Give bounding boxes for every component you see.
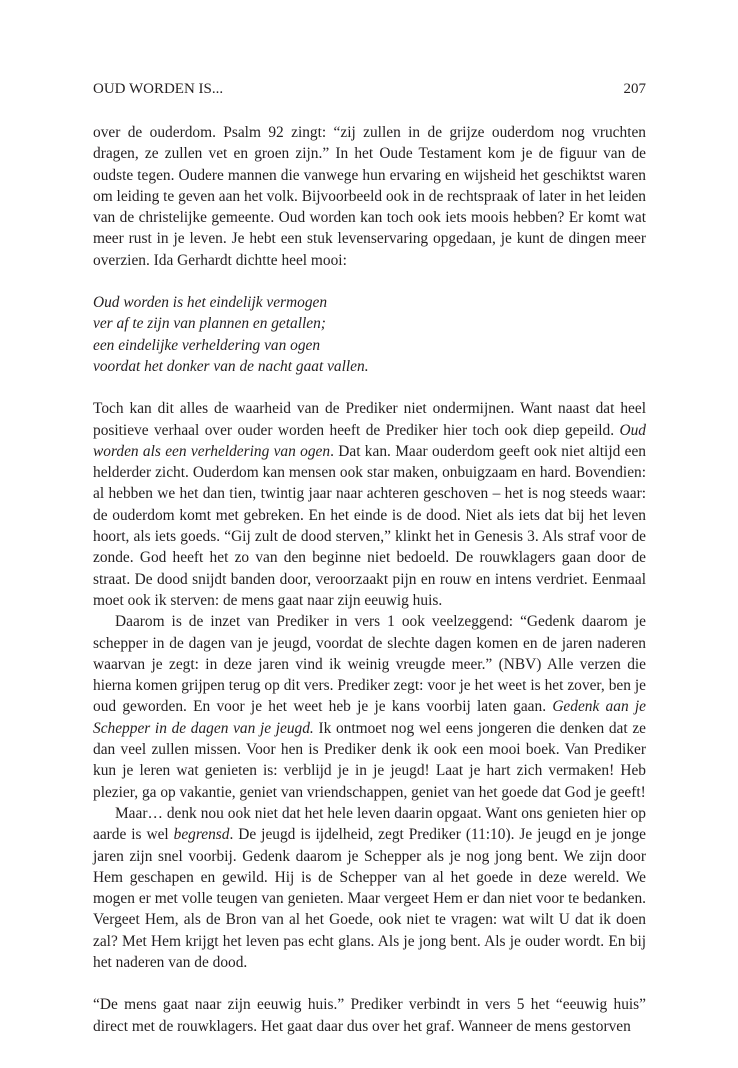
paragraph-2: [93, 398, 646, 611]
poem-line-2: ver af te zijn van plannen en getallen;: [93, 315, 326, 333]
paragraph-3-emphasis: Gedenk aan je Schepper in de dagen van je jeugd.: [93, 698, 647, 737]
poem-line-4: voordat het donker van de nacht gaat vallen.: [93, 357, 369, 375]
paragraph-4-part-b: . De jeugd is ijdelheid, zegt Prediker (11:10). Je jeugd en je jonge jaren zijn snel voorbij. Gedenk daarom je Schepper als je nog jong bent. We zijn door Hem geschapen en gewild. Hij is de Schepper van al het goede in deze wereld. We mogen er met volle teugen van genieten. Maar vergeet Hem er dan niet voor te bedanken. Vergeet Hem, als de Bron van al het Goede, ook niet te vragen: wat wilt U dat ik doen zal? Met Hem krijgt het leven pas echt glans. Als je jong bent. Als je ouder wordt. En bij het naderen van de dood.: [93, 826, 646, 971]
paragraph-3-part-b: Ik ontmoet nog wel eens jongeren die denken dat ze dan veel zullen missen. Voor hen is Prediker denk ik ook een mooi boek. Van Prediker kun je leren wat genieten is: verblijd je in je jeugd! Laat je hart zich vermaken! Heb plezier, ga op vakantie, geniet van vriendschappen, geniet van het goede dat God je geeft!: [93, 719, 646, 801]
paragraph-2-part-b: . Dat kan. Maar ouderdom geeft ook niet altijd een helderder zicht. Ouderdom kan mensen ook star maken, onbuigzaam en hard. Bovendien: al hebben we het dan tien, twintig jaar naar achteren geschoven – het is nog steeds waar: de ouderdom komt met gebreken. En het einde is de dood. Niet als iets dat bij het leven hoort, als iets goeds. “Gij zult de dood sterven,” klinkt het in Genesis 3. Als straf voor de zonde. God heeft het zo van den beginne niet bedoeld. De rouwklagers gaan door de straat. De dood snijdt banden door, veroorzaakt pijn en rouw en intens verdriet. Eenmaal moet ook ik sterven: de mens gaat naar zijn eeuwig huis.: [93, 442, 646, 609]
paragraph-4: [93, 803, 646, 973]
paragraph-3-part-a: Daarom is de inzet van Prediker in vers 1 ook veelzeggend: “Gedenk daarom je schepper in de dagen van je jeugd, voordat de slechte dagen komen en de jaren naderen waarvan je zegt: in deze jaren vind ik weinig vreugde meer.” (NBV) Alle verzen die hierna komen grijpen terug op dit vers. Prediker zegt: voor je het weet is het zover, ben je oud geworden. En voor je het weet heb je je kans voorbij laten gaan.: [93, 613, 646, 716]
poem-line-3: een eindelijke verheldering van ogen: [93, 336, 321, 354]
section-gap: [93, 973, 646, 994]
page-number: 207: [623, 81, 646, 97]
paragraph-5: “De mens gaat naar zijn eeuwig huis.” Prediker verbindt in vers 5 het “eeuwig huis” direct met de rouwklagers. Het gaat daar dus over het graf. Wanneer de mens gestorven: [93, 996, 646, 1035]
paragraph-1: over de ouderdom. Psalm 92 zingt: “zij zullen in de grijze ouderdom nog vruchten dragen, ze zullen vet en groen zijn.” In het Oude Testament kom je de figuur van de oudste tegen. Oudere mannen die vanwege hun ervaring en wijsheid het geschiktst waren om leiding te geven aan het volk. Bijvoorbeeld ook in de rechtspraak of later in het leiden van de christelijke gemeente. Oud worden kan toch ook iets moois hebben? Er komt wat meer rust in je leven. Je hebt een stuk levenservaring opgedaan, je kunt de dingen meer overzien. Ida Gerhardt dichtte heel mooi:: [93, 124, 646, 269]
poem-line-1: Oud worden is het eindelijk vermogen: [93, 294, 328, 312]
paragraph-4-emphasis: begrensd: [173, 826, 230, 844]
running-title: OUD WORDEN IS...: [93, 81, 224, 97]
body-text: [93, 122, 646, 1037]
paragraph-2-emphasis: Oud worden als een verheldering van ogen: [93, 421, 646, 460]
paragraph-2-part-a: Toch kan dit alles de waarheid van de Prediker niet ondermijnen. Want naast dat heel positieve verhaal over ouder worden heeft de Prediker hier toch ook diep gepeild.: [93, 400, 646, 439]
poem-quote: [93, 292, 646, 377]
running-header: [93, 79, 646, 99]
paragraph-3: [93, 611, 646, 803]
paragraph-4-part-a: Maar… denk nou ook niet dat het hele leven daarin opgaat. Want ons genieten hier op aarde is wel: [93, 804, 646, 844]
